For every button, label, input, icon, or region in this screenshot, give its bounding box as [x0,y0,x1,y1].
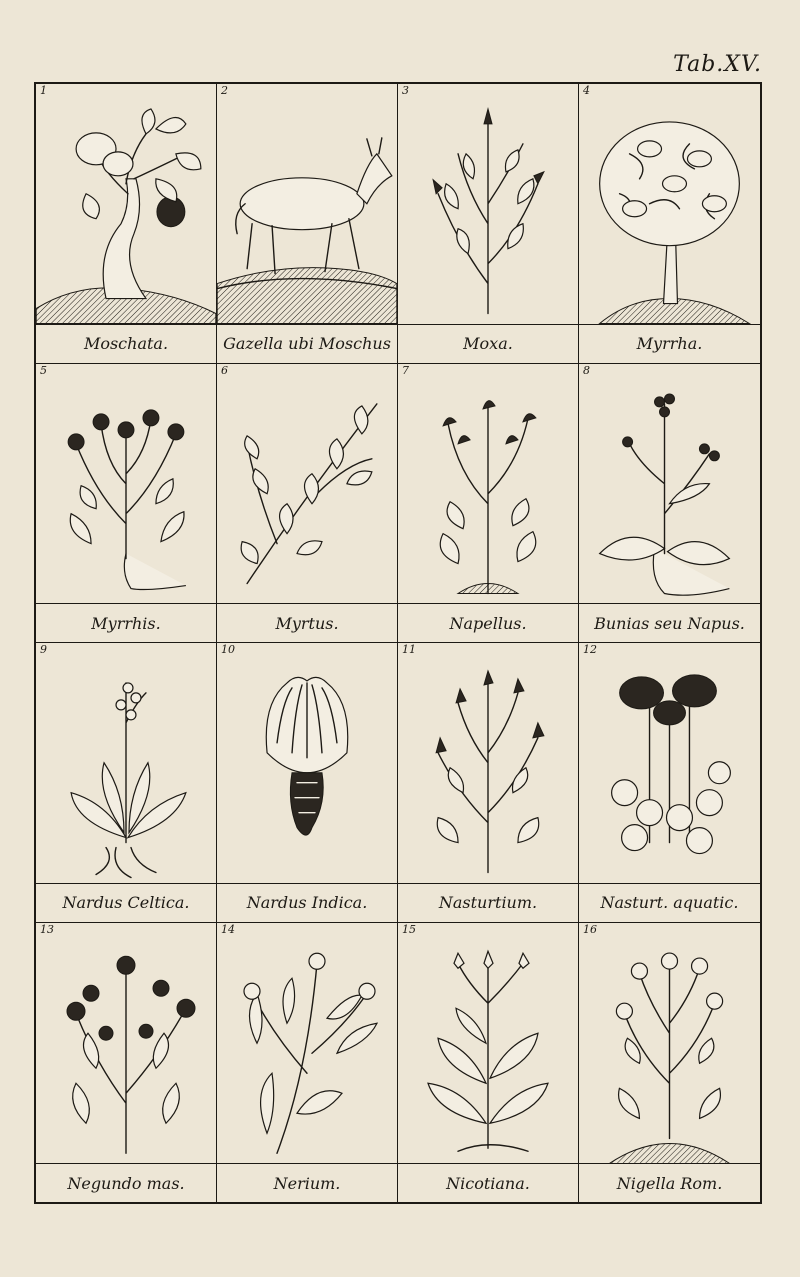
cell-number: 7 [402,363,409,377]
plate-cell [398,923,579,1203]
celtic-nard-icon [36,643,216,883]
cell-label: Moxa. [463,334,513,353]
myrrhis-plant-icon [36,364,216,604]
plate-cell [398,364,579,644]
moxa-plant-icon [398,84,578,324]
cell-number: 3 [402,84,409,97]
plate-cell [36,84,217,364]
plate-cell [36,364,217,644]
napellus-plant-icon [398,364,578,604]
indian-nard-icon [217,643,397,883]
plate-cell [217,364,398,644]
plate-cell [398,84,579,364]
cell-number: 16 [583,922,597,936]
plate-grid [34,82,762,1204]
cell-number: 2 [221,84,228,97]
cell-illustration [398,643,578,884]
cell-illustration [217,84,397,325]
plate-cell [217,643,398,923]
cell-label: Bunias seu Napus. [594,613,745,633]
gazelle-icon [217,84,397,324]
cell-number: 8 [583,363,590,377]
nasturtium-plant-icon [398,643,578,883]
myrtle-branch-icon [217,364,397,604]
cell-illustration [398,923,578,1165]
plate-cell [579,923,760,1203]
cell-label: Nicotiana. [446,1173,530,1193]
cell-label: Nardus Indica. [246,893,368,912]
cell-number: 6 [221,363,228,377]
cell-label: Nasturtium. [438,893,538,912]
cell-label: Negundo mas. [67,1173,185,1193]
plate-cell [36,923,217,1203]
cell-label: Nasturt. aquatic. [600,893,739,912]
cell-label: Nardus Celtica. [62,893,190,912]
plate-cell [217,923,398,1203]
cell-label: Nigella Rom. [616,1173,723,1193]
plate-cell [579,364,760,644]
nigella-plant-icon [579,923,760,1164]
cell-illustration [36,923,216,1165]
cell-number: 9 [40,643,47,656]
plate-cell [36,643,217,923]
cell-number: 10 [221,643,235,656]
plate-cell [579,643,760,923]
cell-label: Myrtus. [275,613,339,633]
cell-number: 1 [40,84,47,97]
cell-number: 13 [40,922,54,936]
watercress-plant-icon [579,643,760,883]
plate-cell [217,84,398,364]
cell-illustration [579,643,760,884]
cell-label: Myrrhis. [91,613,161,633]
cell-illustration [217,643,397,884]
cell-number: 11 [402,643,416,656]
cell-label: Gazella ubi Moschus [223,334,391,353]
cell-illustration [579,84,760,325]
plate-title: Tab.XV. [673,52,762,77]
cell-illustration [398,364,578,605]
cell-number: 12 [583,643,597,656]
nutmeg-tree-icon [36,84,216,324]
cell-illustration [217,364,397,605]
cell-label: Moschata. [83,334,169,353]
cell-illustration [579,364,760,605]
nerium-plant-icon [217,923,397,1164]
cell-number: 5 [40,363,47,377]
cell-illustration [36,364,216,605]
cell-number: 14 [221,922,235,936]
bunias-plant-icon [579,364,760,604]
plate-cell [398,643,579,923]
cell-number: 4 [583,84,590,97]
cell-illustration [398,84,578,325]
cell-illustration [579,923,760,1165]
cell-label: Napellus. [449,613,527,633]
cell-number: 15 [402,922,416,936]
myrrh-tree-icon [579,84,760,324]
plate-cell [579,84,760,364]
cell-illustration [217,923,397,1165]
cell-label: Myrrha. [636,334,703,353]
cell-illustration [36,643,216,884]
nicotiana-plant-icon [398,923,578,1164]
negundo-plant-icon [36,923,216,1164]
cell-label: Nerium. [273,1173,341,1193]
cell-illustration [36,84,216,325]
